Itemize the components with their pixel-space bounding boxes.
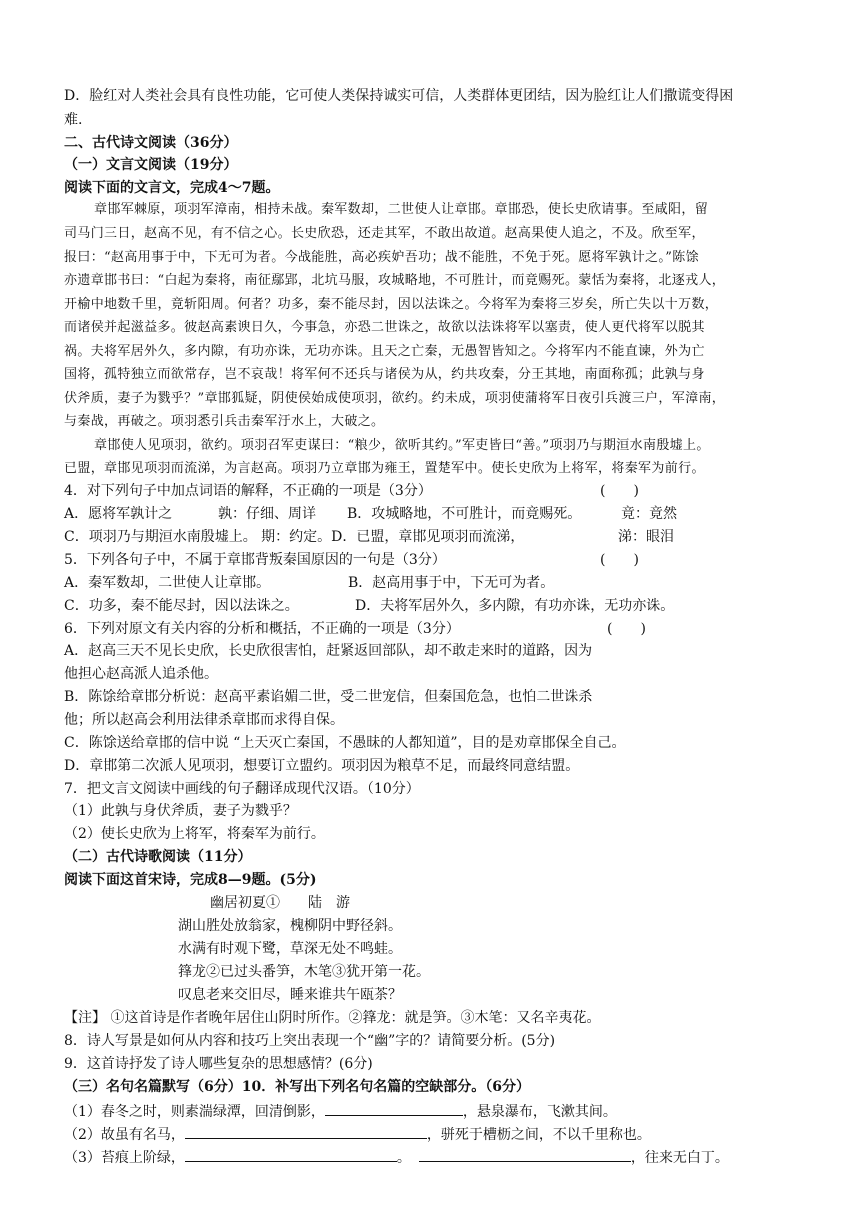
passage-line: 司马门三日，赵高不见，有不信之心。长史欣恐，还走其军，不敢出故道。赵高果使人追之，不及。欣至军， bbox=[64, 226, 705, 241]
fill-blank-text: 。 bbox=[396, 1150, 411, 1166]
passage-line: 章邯使人见项羽，欲约。项羽召军吏谋曰：“粮少，欲听其约。”军吏皆曰“善。”项羽乃与期洹水南殷墟上。 bbox=[94, 438, 710, 453]
poem-line: 叹息老来交旧尽，睡来谁共午瓯茶？ bbox=[178, 987, 402, 1003]
option-b-continuation: 他；所以赵高会利用法律杀章邯而求得自保。 bbox=[64, 712, 344, 728]
option-b-gloss: 竟：竟然 bbox=[621, 506, 677, 522]
passage-line: 而诸侯并起滋益多。彼赵高素谀日久，今事急，亦恐二世诛之，故欲以法诛将军以塞责，使人更代将军以脱其 bbox=[64, 320, 705, 335]
option-a: A．愿将军孰计之 bbox=[64, 506, 173, 522]
question-4: 4．对下列句子中加点词语的解释，不正确的一项是（3分） bbox=[64, 483, 432, 499]
passage-line: 祸。夫将军居外久，多内隙，有功亦诛，无功亦诛。且天之亡秦，无愚智皆知之。今将军内不能直谏，外为亡 bbox=[64, 344, 705, 359]
option-b: B．赵高用事于中，下无可为者。 bbox=[348, 575, 555, 591]
fill-blank-3 bbox=[64, 1146, 729, 1168]
fill-blank-2 bbox=[64, 1123, 651, 1145]
passage-line: 伏斧质，妻子为戮乎？”章邯狐疑，阴使侯始成使项羽，欲约。约未成，项羽使蒲将军日夜引兵渡三户，军漳南， bbox=[64, 391, 726, 406]
answer-blank[interactable] bbox=[419, 1146, 631, 1162]
option-d-text: D．脸红对人类社会具有良性功能，它可使人类保持诚实可信，人类群体更团结，因为脸红让人们撒谎变得困 bbox=[64, 88, 734, 104]
option-c: C．功多，秦不能尽封，因以法诛之。 bbox=[64, 598, 299, 614]
question-5: 5．下列各句子中，不属于章邯背叛秦国原因的一句是（3分） bbox=[64, 552, 446, 568]
poem-line: 湖山胜处放翁家，槐柳阴中野径斜。 bbox=[178, 918, 402, 934]
question-8: 8．诗人写景是如何从内容和技巧上突出表现一个“幽”字的？请简要分析。(5分) bbox=[64, 1033, 556, 1049]
passage-line: 亦遗章邯书曰：“白起为秦将，南征鄢郢，北坑马服，攻城略地，不可胜计，而竟赐死。蒙恬为秦将，北逐戎人， bbox=[64, 273, 726, 288]
subsection-heading: （三）名句名篇默写（6分）10．补写出下列名句名篇的空缺部分。（6分） bbox=[64, 1079, 530, 1095]
option-d-gloss: 涕：眼泪 bbox=[618, 529, 674, 545]
answer-paren: ( ) bbox=[607, 621, 646, 637]
question-7: 7．把文言文阅读中画线的句子翻译成现代汉语。（10分） bbox=[64, 781, 420, 797]
fill-blank-text: （1）春冬之时，则素湍绿潭，回清倒影， bbox=[64, 1104, 325, 1120]
reading-instruction: 阅读下面的文言文，完成4～7题。 bbox=[64, 180, 280, 196]
answer-blank[interactable] bbox=[325, 1100, 463, 1116]
fill-blank-text: （3）苔痕上阶绿， bbox=[64, 1150, 185, 1166]
option-a: A．秦军数却，二世使人让章邯。 bbox=[64, 575, 271, 591]
fill-blank-text: ，骈死于槽枥之间，不以千里称也。 bbox=[426, 1127, 651, 1143]
answer-paren: ( ) bbox=[600, 483, 639, 499]
subsection-heading: （二）古代诗歌阅读（11分） bbox=[64, 849, 252, 865]
question-7-item-2: （2）使长史欣为上将军，将秦军为前行。 bbox=[64, 826, 325, 842]
passage-line: 章邯军棘原，项羽军漳南，相持未战。秦军数却，二世使人让章邯。章邯恐，使长史欣请事。至咸阳，留 bbox=[94, 202, 709, 217]
question-6: 6．下列对原文有关内容的分析和概括，不正确的一项是（3分） bbox=[64, 621, 460, 637]
passage-line: 开榆中地数千里，竟斩阳周。何者？功多，秦不能尽封，因以法诛之。今将军为秦将三岁矣，所亡失以十万数， bbox=[64, 297, 719, 312]
poem-title: 幽居初夏① 陆 游 bbox=[210, 895, 350, 911]
option-b: B．攻城略地，不可胜计，而竟赐死。 bbox=[347, 506, 582, 522]
fill-blank-text: ，悬泉瀑布，飞漱其间。 bbox=[462, 1104, 617, 1120]
passage-line: 报曰：“赵高用事于中，下无可为者。今战能胜，高必疾妒吾功；战不能胜，不免于死。愿将军孰计之。”陈馀 bbox=[64, 250, 699, 265]
passage-line: 国将，孤特独立而欲常存，岂不哀哉！将军何不还兵与诸侯为从，约共攻秦，分王其地，南面称孤；此孰与身 bbox=[64, 367, 705, 382]
fill-blank-text: ，往来无白丁。 bbox=[630, 1150, 729, 1166]
option-d: D．章邯第二次派人见项羽，想要订立盟约。项羽因为粮草不足，而最终同意结盟。 bbox=[64, 758, 580, 774]
answer-blank[interactable] bbox=[185, 1123, 427, 1139]
fill-blank-1 bbox=[64, 1100, 617, 1122]
answer-paren: ( ) bbox=[600, 552, 639, 568]
option-a-continuation: 他担心赵高派人追杀他。 bbox=[64, 666, 218, 682]
option-d: D．夫将军居外久，多内隙，有功亦诛，无功亦诛。 bbox=[355, 598, 675, 614]
passage-line: 与秦战，再破之。项羽悉引兵击秦军汙水上，大破之。 bbox=[64, 414, 385, 429]
poem-line: 箨龙②已过头番笋，木笔③犹开第一花。 bbox=[178, 964, 430, 980]
option-b: B．陈馀给章邯分析说：赵高平素谄媚二世，受二世宠信，但秦国危急，也怕二世诛杀 bbox=[64, 689, 593, 705]
option-a-gloss: 孰：仔细、周详 bbox=[218, 506, 316, 522]
section-heading: 二、古代诗文阅读（36分） bbox=[64, 135, 238, 151]
answer-blank[interactable] bbox=[185, 1146, 397, 1162]
poem-line: 水满有时观下鹭，草深无处不鸣蛙。 bbox=[178, 941, 402, 957]
poem-notes: 【注】 ①这首诗是作者晚年居住山阴时所作。②箨龙：就是笋。③木笔：又名辛夷花。 bbox=[64, 1010, 601, 1026]
option-c-d: C．项羽乃与期洹水南殷墟上。 期：约定。D．已盟，章邯见项羽而流涕， bbox=[64, 529, 525, 545]
fill-blank-text: （2）故虽有名马， bbox=[64, 1127, 185, 1143]
question-9: 9．这首诗抒发了诗人哪些复杂的思想感情？(6分) bbox=[64, 1056, 373, 1072]
passage-line: 已盟，章邯见项羽而流涕，为言赵高。项羽乃立章邯为雍王，置楚军中。使长史欣为上将军，将秦军为前行。 bbox=[64, 461, 705, 476]
option-d-continuation: 难. bbox=[64, 112, 83, 128]
subsection-heading: （一）文言文阅读（19分） bbox=[64, 157, 238, 173]
question-7-item-1: （1）此孰与身伏斧质，妻子为戮乎？ bbox=[64, 803, 297, 819]
option-a: A．赵高三天不见长史欣，长史欣很害怕，赶紧返回部队，却不敢走来时的道路，因为 bbox=[64, 643, 593, 659]
option-c: C．陈馀送给章邯的信中说 “上天灭亡秦国，不愚昧的人都知道”，目的是劝章邯保全自己。 bbox=[64, 735, 626, 751]
poem-instruction: 阅读下面这首宋诗，完成8—9题。(5分) bbox=[64, 872, 317, 888]
